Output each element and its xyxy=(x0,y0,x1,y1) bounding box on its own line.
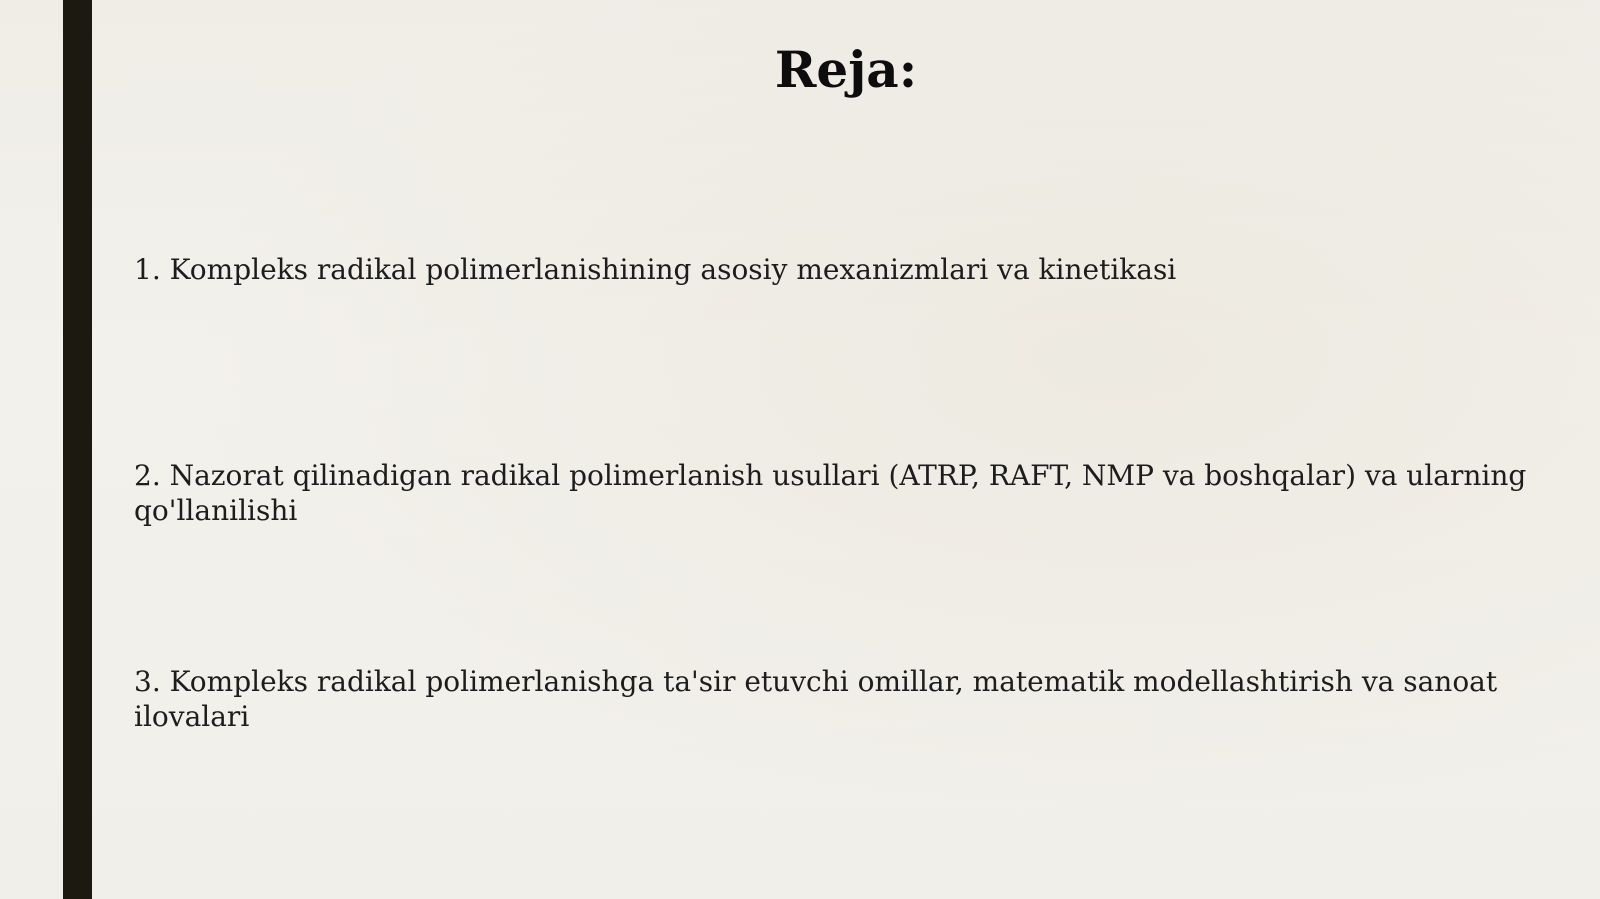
plan-item-1: 1. Kompleks radikal polimerlanishining asosiy mexanizmlari va kinetikasi xyxy=(134,253,1177,286)
plan-item-2: 2. Nazorat qilinadigan radikal polimerlanish usullari (ATRP, RAFT, NMP va boshqalar) va ularning qo'llanilishi xyxy=(134,459,1527,527)
accent-bar xyxy=(63,0,92,899)
plan-item-3: 3. Kompleks radikal polimerlanishga ta'sir etuvchi omillar, matematik modellashtirish va sanoat ilovalari xyxy=(134,665,1498,733)
slide-title: Reja: xyxy=(774,40,918,99)
